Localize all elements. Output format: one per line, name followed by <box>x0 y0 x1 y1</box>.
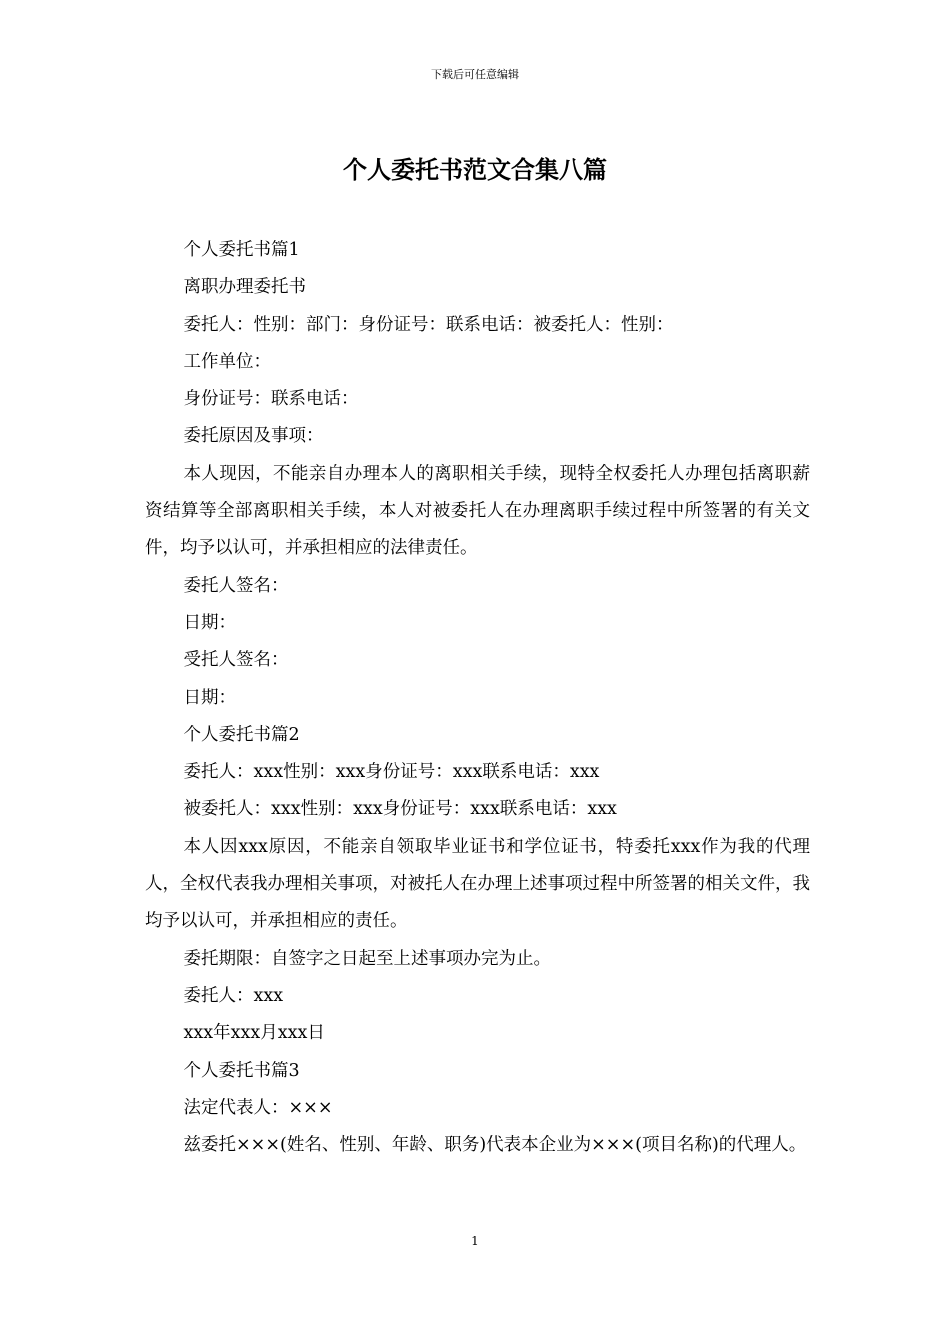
section-heading-1: 个人委托书篇1 <box>183 240 300 260</box>
paragraph: 身份证号：联系电话： <box>183 389 359 410</box>
paragraph: 离职办理委托书 <box>183 277 306 298</box>
paragraph: 日期： <box>183 612 236 633</box>
paragraph: 委托人：性别：部门：身份证号：联系电话：被委托人：性别： <box>183 314 674 335</box>
paragraph: 日期： <box>183 687 236 708</box>
header-note: 下载后可任意编辑 <box>431 68 519 81</box>
paragraph: 本人现因，不能亲自办理本人的离职相关手续，现特全权委托人办理包括离职薪资结算等全部离职相关手续，本人对被委托人在办理离职手续过程中所签署的有关文件，均予以认可，并承担相应的法律责任。 <box>145 463 810 559</box>
paragraph: 法定代表人：××× <box>183 1097 333 1118</box>
paragraph: 委托人：xxx性别：xxx身份证号：xxx联系电话：xxx <box>183 762 600 783</box>
paragraph: 本人因xxx原因，不能亲自领取毕业证书和学位证书，特委托xxx作为我的代理人，全权代表我办理相关事项，对被托人在办理上述事项过程中所签署的相关文件，我均予以认可，并承担相应的责任。 <box>145 836 810 932</box>
section-heading-3: 个人委托书篇3 <box>183 1060 300 1081</box>
paragraph: 工作单位： <box>183 351 271 372</box>
paragraph: 委托人签名： <box>183 575 289 596</box>
document-title: 个人委托书范文合集八篇 <box>343 155 607 184</box>
paragraph: 委托期限：自签字之日起至上述事项办完为止。 <box>183 948 551 969</box>
section-heading-2: 个人委托书篇2 <box>183 724 300 745</box>
paragraph: 兹委托×××(姓名、性别、年龄、职务)代表本企业为×××(项目名称)的代理人。 <box>183 1135 807 1156</box>
paragraph: 受托人签名： <box>183 650 289 671</box>
document-body <box>145 232 810 1164</box>
paragraph: 委托人：xxx <box>183 985 284 1006</box>
paragraph: 委托原因及事项： <box>183 426 324 447</box>
page-number: 1 <box>471 1234 479 1248</box>
paragraph: xxx年xxx月xxx日 <box>183 1023 325 1044</box>
paragraph: 被委托人：xxx性别：xxx身份证号：xxx联系电话：xxx <box>183 799 617 820</box>
